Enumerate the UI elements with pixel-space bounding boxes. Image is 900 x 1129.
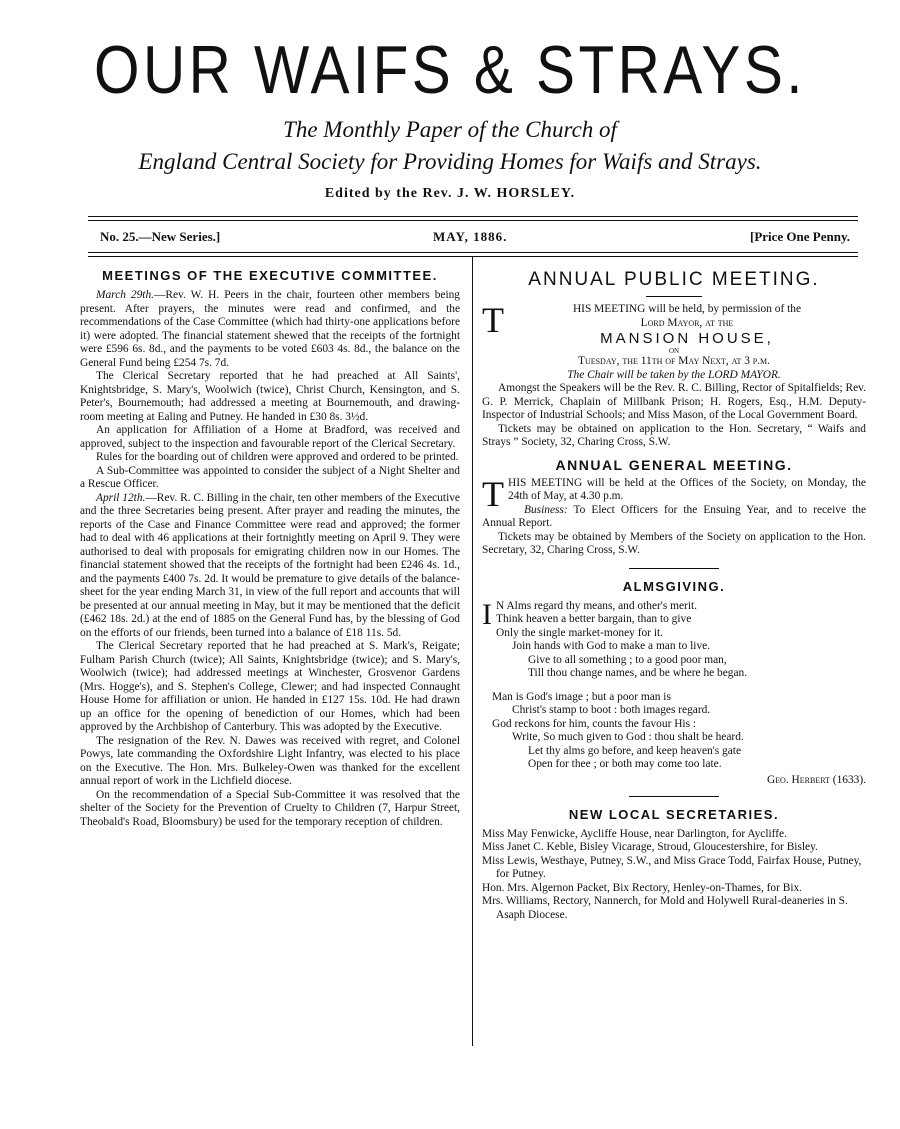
minutes-text: The Clerical Secretary reported that he had preached at All Saints', Knightsbridge, S. Mary's, Woolwich (twice), Christ Church, Kensington, and S. Peter's, Bournemouth; had addressed a meeting at Bournemouth, and drawing-room meeting at Ealing and Putney. He handed in £30 8s. 3½d.	[80, 370, 460, 423]
minutes-paragraph	[80, 640, 460, 735]
secretary-entry: Miss Lewis, Westhaye, Putney, S.W., and Miss Grace Todd, Fairfax House, Putney, for Putney.	[482, 854, 862, 880]
annual-general-heading: ANNUAL GENERAL MEETING.	[555, 456, 793, 473]
poem-line: Write, So much given to God : thou shalt be heard.	[512, 731, 744, 743]
on-label: ON	[668, 347, 680, 355]
drop-cap-3: I	[482, 597, 492, 631]
masthead-title: OUR WAIFS & STRAYS.	[94, 32, 806, 108]
issue-rule	[88, 252, 858, 253]
minutes-paragraph	[80, 451, 460, 465]
minutes-text: A Sub-Committee was appointed to consider the subject of a Night Shelter and a Rescue Officer.	[80, 464, 460, 490]
issue-price: [Price One Penny.	[749, 229, 850, 244]
top-rule	[88, 216, 858, 217]
secretary-entry: Mrs. Williams, Rectory, Nannerch, for Mold and Holywell Rural-deaneries in S. Asaph Diocese.	[482, 895, 848, 921]
secretaries-list	[482, 828, 866, 923]
minutes-text: An application for Affiliation of a Home at Bradford, was received and approved, subject to the inspection and favourable report of the Clerical Secretary.	[80, 424, 460, 450]
minutes-text: The Clerical Secretary reported that he had preached at S. Mark's, Reigate; Fulham Parish Church (twice); All Saints, Knightsbridge (twice); and S. Mary's, Woolwich (twice); had addressed meetings at Winchester, Grosvenor Gardens (Mrs. Hogge's), and S. Stephen's College, Clewer; and had inspected Connaught House Home for affiliation or union. He handed in £127 15s. 10d. He had drawn up an office for the opening of benediction of our Homes, which had been approved by the Archbishop of Canterbury. This was adopted by the Executive.	[80, 640, 460, 733]
poem-line: Till thou change names, and be where he began.	[528, 667, 748, 679]
business-label: Business:	[524, 503, 568, 516]
general-tickets: Tickets may be obtained by Members of the Society on application to the Hon. Secretary, 32, Charing Cross, S.W.	[482, 530, 866, 556]
minutes-paragraph	[80, 492, 460, 641]
general-text: HIS MEETING will be held at the Offices of the Society, on Monday, the 24th of May, at 4.30 p.m.	[508, 476, 866, 502]
minutes-paragraph	[80, 735, 460, 789]
business-text: To Elect Officers for the Ensuing Year, and to receive the Annual Report.	[482, 503, 866, 529]
public-tickets: Tickets may be obtained on application to the Hon. Secretary, “ Waifs and Strays ” Society, 32, Charing Cross, S.W.	[482, 422, 866, 448]
secretary-entry: Hon. Mrs. Algernon Packet, Bix Rectory, Henley-on-Thames, for Bix.	[482, 881, 803, 894]
minutes-paragraph	[80, 465, 460, 492]
minutes-text: The resignation of the Rev. N. Dawes was received with regret, and Colonel Powys, late commanding the Oxfordshire Light Infantry, was elected to his place on the Executive. The Hon. Mrs. Bulkeley-Owen was thanked for the excellent annual report of work in the Lichfield diocese.	[80, 734, 460, 787]
poem-line: Only the single market-money for it.	[496, 626, 664, 639]
almsgiving-heading: ALMSGIVING.	[622, 578, 726, 594]
minutes-text: —Rev. R. C. Billing in the chair, ten other members of the Executive and the three Secretaries being present. After prayer and reading the minutes, the reports of the Case and Finance Committee were read and approved; the former had to deal with 46 applications at their fortnightly meeting on April 9. They were authorised to deal with proposals for emigrating children now in our Homes. The financial statement showed that the receipts of the fortnight had been £246 4s. 1d., and the payments £400 7s. 2d. It would be premature to give details of the balance-sheet for the year ending March 31, in view of the full report and accounts that will be presented at our annual meeting in May, but it may be mentioned that the deficit (£462 18s. 2d.) at the end of 1885 on the General Fund has, by the blessing of God on the efforts of our friends, been turned into a balance of £18 11s. 5d.	[80, 491, 460, 639]
issue-rule-2	[88, 256, 858, 257]
poem-line: God reckons for him, counts the favour His :	[492, 717, 697, 730]
minutes-text: Rules for the boarding out of children were approved and ordered to be printed.	[96, 451, 459, 463]
poem-line: N Alms regard thy means, and other's merit.	[496, 599, 698, 612]
poem-line: Think heaven a better bargain, than to give	[496, 613, 692, 625]
minutes-text: On the recommendation of a Special Sub-Committee it was resolved that the shelter of the Society for the Prevention of Cruelty to Children (7, Harpur Street, Theobald's Road, Bloomsbury) be used for the temporary reception of children.	[80, 788, 460, 828]
poem-line: Man is God's image ; but a poor man is	[492, 690, 671, 703]
chair-note: The Chair will be taken by the LORD MAYOR.	[567, 368, 781, 381]
column-divider	[472, 256, 473, 1046]
poem-line: Open for thee ; or both may come too late.	[528, 758, 722, 770]
issue-number: No. 25.—New Series.]	[100, 229, 221, 244]
public-line-1: HIS MEETING will be held, by permission of the	[572, 303, 802, 315]
business	[482, 504, 866, 531]
meeting-date: Tuesday, the 11th of May Next, at 3 p.m.	[577, 355, 770, 367]
minutes-text: —Rev. W. H. Peers in the chair, fourteen other members being present. After prayers, the minutes were read and confirmed, and the recommendations of the Case Committee (which had thirty-one applications before it) were adopted. The financial statement shewed that the receipts of the fortnight were £596 6s. 8d., and the payments to be voted £603 4s. 8d., the balance on the General Fund being £254 7s. 7d.	[80, 289, 460, 369]
drop-cap: T	[482, 300, 504, 340]
heading-rule	[646, 296, 702, 297]
secretary-entry: Miss May Fenwicke, Aycliffe House, near Darlington, for Aycliffe.	[482, 827, 787, 840]
minutes-paragraph	[80, 370, 460, 424]
poem-line: Give to all something ; to a good poor man,	[528, 653, 727, 666]
public-line-2: Lord Mayor, at the	[640, 316, 734, 329]
minutes-paragraph	[80, 789, 460, 830]
annual-public-heading: ANNUAL PUBLIC MEETING.	[528, 269, 820, 290]
issue-bar	[100, 229, 850, 249]
poem-line: Let thy alms go before, and keep heaven's gate	[528, 744, 742, 757]
editor-line: Edited by the Rev. J. W. HORSLEY.	[324, 186, 576, 201]
venue: MANSION HOUSE,	[600, 330, 774, 347]
meeting-date: March 29th.	[96, 289, 155, 301]
section-rule	[629, 568, 719, 569]
minutes-paragraph	[80, 424, 460, 451]
speakers: Amongst the Speakers will be the Rev. R. C. Billing, Rector of Spitalfields; Rev. G. P. Merrick, Chaplain of Millbank Prison; H. Rogers, Esq., H.M. Deputy-Inspector of Industrial Schools; and Miss Mason, of the Local Government Board.	[482, 382, 866, 421]
poem-author: Geo. Herbert (1633).	[766, 773, 866, 786]
issue-date: MAY, 1886.	[433, 229, 508, 244]
right-column	[482, 268, 866, 922]
section-rule-2	[629, 796, 719, 797]
poem-line: Join hands with God to make a man to live.	[512, 640, 711, 652]
subtitle-line-2: England Central Society for Providing Homes for Waifs and Strays.	[138, 149, 762, 174]
left-column	[80, 268, 460, 829]
subtitle-line-1: The Monthly Paper of the Church of	[283, 117, 617, 142]
executive-minutes	[80, 289, 460, 829]
executive-heading: MEETINGS OF THE EXECUTIVE COMMITTEE.	[102, 268, 438, 283]
meeting-date: April 12th.	[96, 491, 146, 504]
minutes-paragraph	[80, 289, 460, 370]
poem	[482, 597, 866, 772]
top-rule-2	[88, 220, 858, 221]
drop-cap-2: T	[482, 473, 504, 514]
secretary-entry: Miss Janet C. Keble, Bisley Vicarage, Stroud, Gloucestershire, for Bisley.	[482, 841, 818, 853]
secretaries-heading: NEW LOCAL SECRETARIES.	[568, 806, 780, 822]
poem-line: Christ's stamp to boot : both images regard.	[512, 704, 711, 716]
